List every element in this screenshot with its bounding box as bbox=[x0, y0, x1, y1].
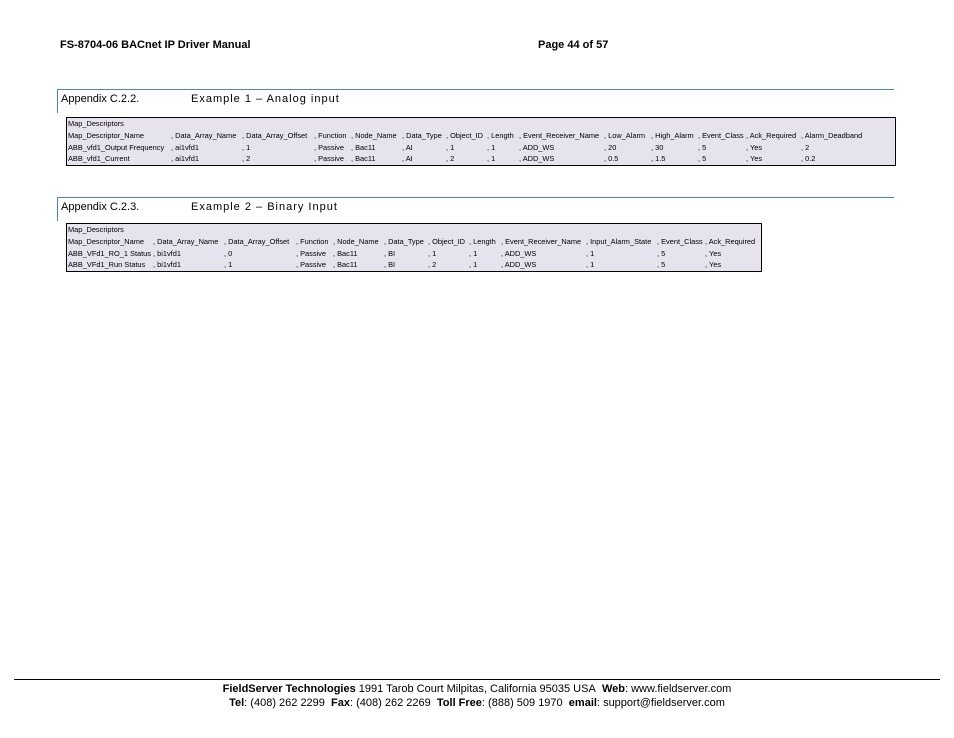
table-cell: , AI bbox=[402, 154, 413, 164]
table-cell: , Length bbox=[487, 130, 514, 140]
table-cell: , Event_Receiver_Name bbox=[519, 130, 600, 140]
table-cell: , ai1vfd1 bbox=[171, 154, 199, 164]
section-example-2 bbox=[57, 197, 894, 221]
table-cell: , 1.5 bbox=[651, 154, 666, 164]
section-title: Example 1 – Analog input bbox=[191, 93, 340, 105]
table-cell: , Object_ID bbox=[446, 130, 483, 140]
table-row bbox=[67, 259, 761, 271]
table-cell: , 20 bbox=[604, 142, 617, 152]
table-cell: , Function bbox=[314, 130, 347, 140]
table-cell: , ai1vfd1 bbox=[171, 142, 199, 152]
table-cell: , Ack_Required bbox=[746, 130, 797, 140]
table-header-row bbox=[67, 236, 761, 248]
table-cell: , 1 bbox=[469, 260, 478, 270]
table-cell: , Data_Array_Name bbox=[171, 130, 237, 140]
table-cell: , Passive bbox=[314, 142, 344, 152]
table-cell: , Alarm_Deadband bbox=[801, 130, 863, 140]
section-title: Example 2 – Binary Input bbox=[191, 201, 338, 213]
footer-web-link[interactable]: www.fieldserver.com bbox=[631, 683, 732, 695]
footer-tollfree-label: Toll Free bbox=[436, 697, 482, 709]
table-cell: , Yes bbox=[746, 154, 763, 164]
table-cell: , Event_Class bbox=[698, 130, 744, 140]
table-cell: , Passive bbox=[296, 260, 326, 270]
table-cell: , 1 bbox=[446, 142, 455, 152]
table-cell: , 1 bbox=[428, 248, 437, 258]
table-cell: , 1 bbox=[586, 248, 595, 258]
table-cell: , Node_Name bbox=[351, 130, 397, 140]
table-cell: , Ack_Required bbox=[705, 236, 756, 246]
table-cell: , Object_ID bbox=[428, 236, 465, 246]
footer-contact-line: Tel: (408) 262 2299 Fax: (408) 262 2269 Toll Free: (888) 509 1970 email: support@fieldserver.com bbox=[229, 697, 725, 709]
table-cell: , 5 bbox=[698, 154, 707, 164]
table-cell: , 1 bbox=[224, 260, 233, 270]
table-cell: , 1 bbox=[487, 154, 496, 164]
table-cell: , BI bbox=[384, 260, 396, 270]
table-cell: , 2 bbox=[428, 260, 437, 270]
table-row bbox=[67, 248, 761, 260]
table-cell: , Data_Array_Offset bbox=[224, 236, 290, 246]
table-cell: , 1 bbox=[586, 260, 595, 270]
table-cell: , Bac11 bbox=[351, 142, 376, 152]
table-cell: , 5 bbox=[657, 248, 666, 258]
table-cell: Map_Descriptor_Name bbox=[68, 236, 144, 246]
table-cell: , Low_Alarm bbox=[604, 130, 646, 140]
table-cell: , Data_Array_Offset bbox=[242, 130, 308, 140]
section-number: Appendix C.2.3. bbox=[61, 201, 140, 213]
table-cell: , 1 bbox=[487, 142, 496, 152]
table-cell: , bi1vfd1 bbox=[153, 248, 181, 258]
footer-tel-label: Tel bbox=[229, 697, 245, 709]
table-cell: , bi1vfd1 bbox=[153, 260, 181, 270]
table-cell: ABB_VFd1_RO_1 Status bbox=[68, 248, 151, 258]
table-row bbox=[67, 142, 895, 154]
table-cell: ABB_vfd1_Output Frequency bbox=[68, 142, 165, 152]
table-cell: , 0.5 bbox=[604, 154, 619, 164]
table-cell: , Event_Class bbox=[657, 236, 703, 246]
footer-tel: (408) 262 2299 bbox=[250, 697, 325, 709]
table-cell: , Data_Array_Name bbox=[153, 236, 219, 246]
table-cell: , 5 bbox=[698, 142, 707, 152]
table-caption: Map_Descriptors bbox=[68, 225, 124, 234]
table-cell: , Event_Receiver_Name bbox=[501, 236, 582, 246]
table-row bbox=[67, 153, 895, 165]
table-cell: Map_Descriptor_Name bbox=[68, 130, 144, 140]
table-cell: , ADD_WS bbox=[519, 142, 555, 152]
map-descriptor-table-binary bbox=[66, 223, 762, 272]
section-number: Appendix C.2.2. bbox=[61, 93, 140, 105]
section-example-1 bbox=[57, 89, 894, 113]
footer-company: FieldServer Technologies bbox=[222, 683, 356, 695]
table-cell: ABB_vfd1_Current bbox=[68, 154, 130, 164]
table-cell: , Node_Name bbox=[333, 236, 379, 246]
footer-web-label: Web bbox=[601, 683, 625, 695]
table-cell: , Input_Alarm_State bbox=[586, 236, 652, 246]
table-cell: , High_Alarm bbox=[651, 130, 694, 140]
table-cell: , Data_Type bbox=[384, 236, 424, 246]
table-cell: , Bac11 bbox=[333, 260, 358, 270]
footer-fax: (408) 262 2269 bbox=[356, 697, 431, 709]
table-cell: , Yes bbox=[705, 248, 722, 258]
table-cell: , 1 bbox=[469, 248, 478, 258]
page-number: Page 44 of 57 bbox=[538, 39, 609, 51]
table-cell: , 2 bbox=[242, 154, 251, 164]
table-cell: , 0.2 bbox=[801, 154, 816, 164]
table-cell: , Data_Type bbox=[402, 130, 442, 140]
table-header-row bbox=[67, 130, 895, 142]
table-cell: , 1 bbox=[242, 142, 251, 152]
table-cell: , 0 bbox=[224, 248, 233, 258]
table-cell: ABB_VFd1_Run Status bbox=[68, 260, 146, 270]
table-cell: , Length bbox=[469, 236, 496, 246]
table-cell: , Function bbox=[296, 236, 329, 246]
table-cell: , 2 bbox=[801, 142, 810, 152]
footer-company-line: FieldServer Technologies 1991 Tarob Court Milpitas, California 95035 USA Web: www.fieldserver.com bbox=[222, 683, 732, 695]
table-cell: , 2 bbox=[446, 154, 455, 164]
table-caption: Map_Descriptors bbox=[68, 119, 124, 128]
footer-tollfree: (888) 509 1970 bbox=[488, 697, 563, 709]
table-cell: , 5 bbox=[657, 260, 666, 270]
footer-email-label: email bbox=[568, 697, 597, 709]
table-cell: , ADD_WS bbox=[501, 260, 537, 270]
table-cell: , BI bbox=[384, 248, 396, 258]
footer-address: 1991 Tarob Court Milpitas, California 95035 USA bbox=[358, 683, 596, 695]
table-cell: , Passive bbox=[296, 248, 326, 258]
footer-divider bbox=[14, 679, 940, 680]
document-title: FS-8704-06 BACnet IP Driver Manual bbox=[60, 39, 251, 51]
table-cell: , Yes bbox=[705, 260, 722, 270]
table-cell: , ADD_WS bbox=[519, 154, 555, 164]
footer-email-link[interactable]: support@fieldserver.com bbox=[603, 697, 725, 709]
table-cell: , 30 bbox=[651, 142, 664, 152]
footer-fax-label: Fax bbox=[331, 697, 351, 709]
map-descriptor-table-analog bbox=[66, 117, 896, 166]
table-cell: , AI bbox=[402, 142, 413, 152]
table-cell: , Bac11 bbox=[351, 154, 376, 164]
table-cell: , Bac11 bbox=[333, 248, 358, 258]
table-cell: , Passive bbox=[314, 154, 344, 164]
table-cell: , Yes bbox=[746, 142, 763, 152]
table-cell: , ADD_WS bbox=[501, 248, 537, 258]
